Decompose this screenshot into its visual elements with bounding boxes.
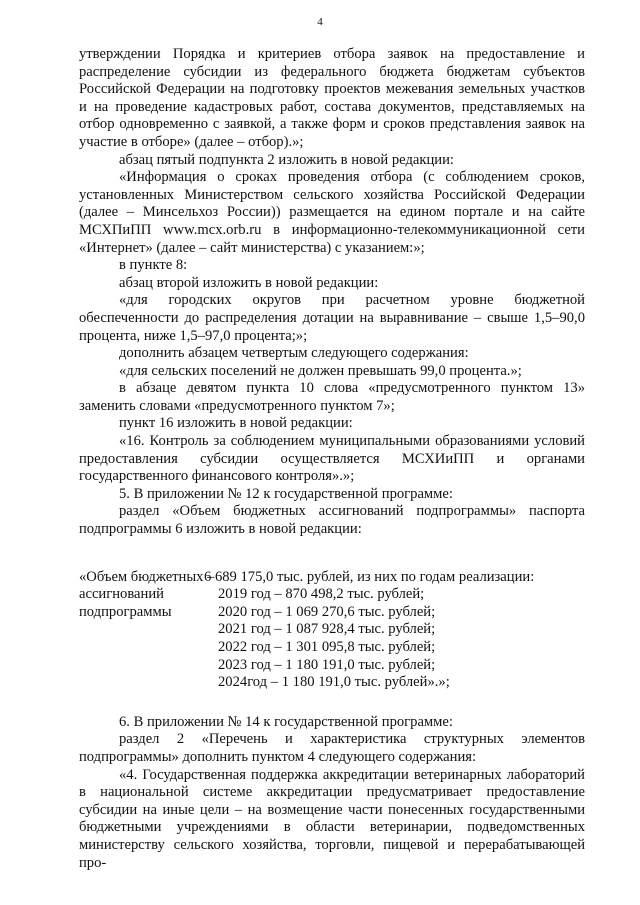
paragraph: утверждении Порядка и критериев отбора заявок на предоставление и распределение субсидии из федерального бюджета бюджетам субъектов Российской Федерации на подготовку проектов межевания земельных участков и на проведение кадастровых работ, состава документов, представляемых на отбор одновременно с заявкой, а также форм и сроков представления заявок на участие в отборе» (далее – отбор).»; [79,46,585,150]
bottom-paragraphs [79,714,585,872]
budget-table-values [204,569,585,692]
budget-label-line: ассигнований [79,586,164,603]
paragraph: пункт 16 изложить в новой редакции: [119,415,353,432]
paragraph: «Информация о сроках проведения отбора (с соблюдением сроков, установленных Министерством сельского хозяйства Российской Федерации (далее – Минсельхоз России)) размещается на едином портале и на сайте МСХПиПП www.mcx.orb.ru в информационно-телекоммуникационной сети «Интернет» (далее – сайт министерства) с указанием:»; [79,169,585,256]
budget-label-line: «Объем бюджетных – [79,568,215,585]
budget-year-row: 2019 год – 870 498,2 тыс. рублей; [218,586,425,603]
budget-year-row: 2024год – 1 180 191,0 тыс. рублей».»; [218,674,450,691]
budget-total: 6 689 175,0 тыс. рублей, из них по годам реализации: [204,568,535,585]
paragraph: 5. В приложении № 12 к государственной программе: [119,485,453,502]
paragraph: 6. В приложении № 14 к государственной программе: [119,713,453,730]
budget-year-row: 2020 год – 1 069 270,6 тыс. рублей; [218,603,436,620]
top-paragraphs [79,46,585,539]
paragraph: раздел «Объем бюджетных ассигнований подпрограммы» паспорта подпрограммы 6 изложить в новой редакции: [79,503,585,538]
paragraph: раздел 2 «Перечень и характеристика структурных элементов подпрограммы» дополнить пунктом 4 следующего содержания: [79,731,585,765]
paragraph: «для сельских поселений не должен превышать 99,0 процента.»; [119,362,522,379]
budget-year-row: 2023 год – 1 180 191,0 тыс. рублей; [218,656,436,673]
paragraph: в абзаце девятом пункта 10 слова «предусмотренного пунктом 13» заменить словами «предусмотренного пунктом 7»; [79,380,585,414]
paragraph: «для городских округов при расчетном уровне бюджетной обеспеченности до распределения дотации на выравнивание – свыше 1,5–90,0 процента, ниже 1,5–97,0 процента;»; [79,292,585,344]
paragraph: абзац второй изложить в новой редакции: [119,274,379,291]
budget-label-line: подпрограммы [79,603,172,620]
page-number: 4 [317,16,323,28]
paragraph: дополнить абзацем четвертым следующего содержания: [119,345,469,362]
budget-year-row: 2022 год – 1 301 095,8 тыс. рублей; [218,639,436,655]
paragraph: «16. Контроль за соблюдением муниципальными образованиями условий предоставления субсидии осуществляется МСХИиПП и органами государственного финансового контроля».»; [79,433,585,485]
paragraph: абзац пятый подпункта 2 изложить в новой редакции: [119,151,454,168]
budget-year-row: 2021 год – 1 087 928,4 тыс. рублей; [218,621,436,638]
budget-table-label [79,568,215,692]
paragraph: в пункте 8: [119,257,188,274]
document-body [79,46,585,872]
paragraph: «4. Государственная поддержка аккредитации ветеринарных лабораторий в национальной системе аккредитации предусматривает предоставление субсидии на иные цели – на возмещение части понесенных государственными бюджетными учреждениями в области ветеринарии, подведомственных министерству сельского хозяйства, торговли, пищевой и перерабатывающей про- [79,766,585,871]
budget-table [79,569,585,692]
